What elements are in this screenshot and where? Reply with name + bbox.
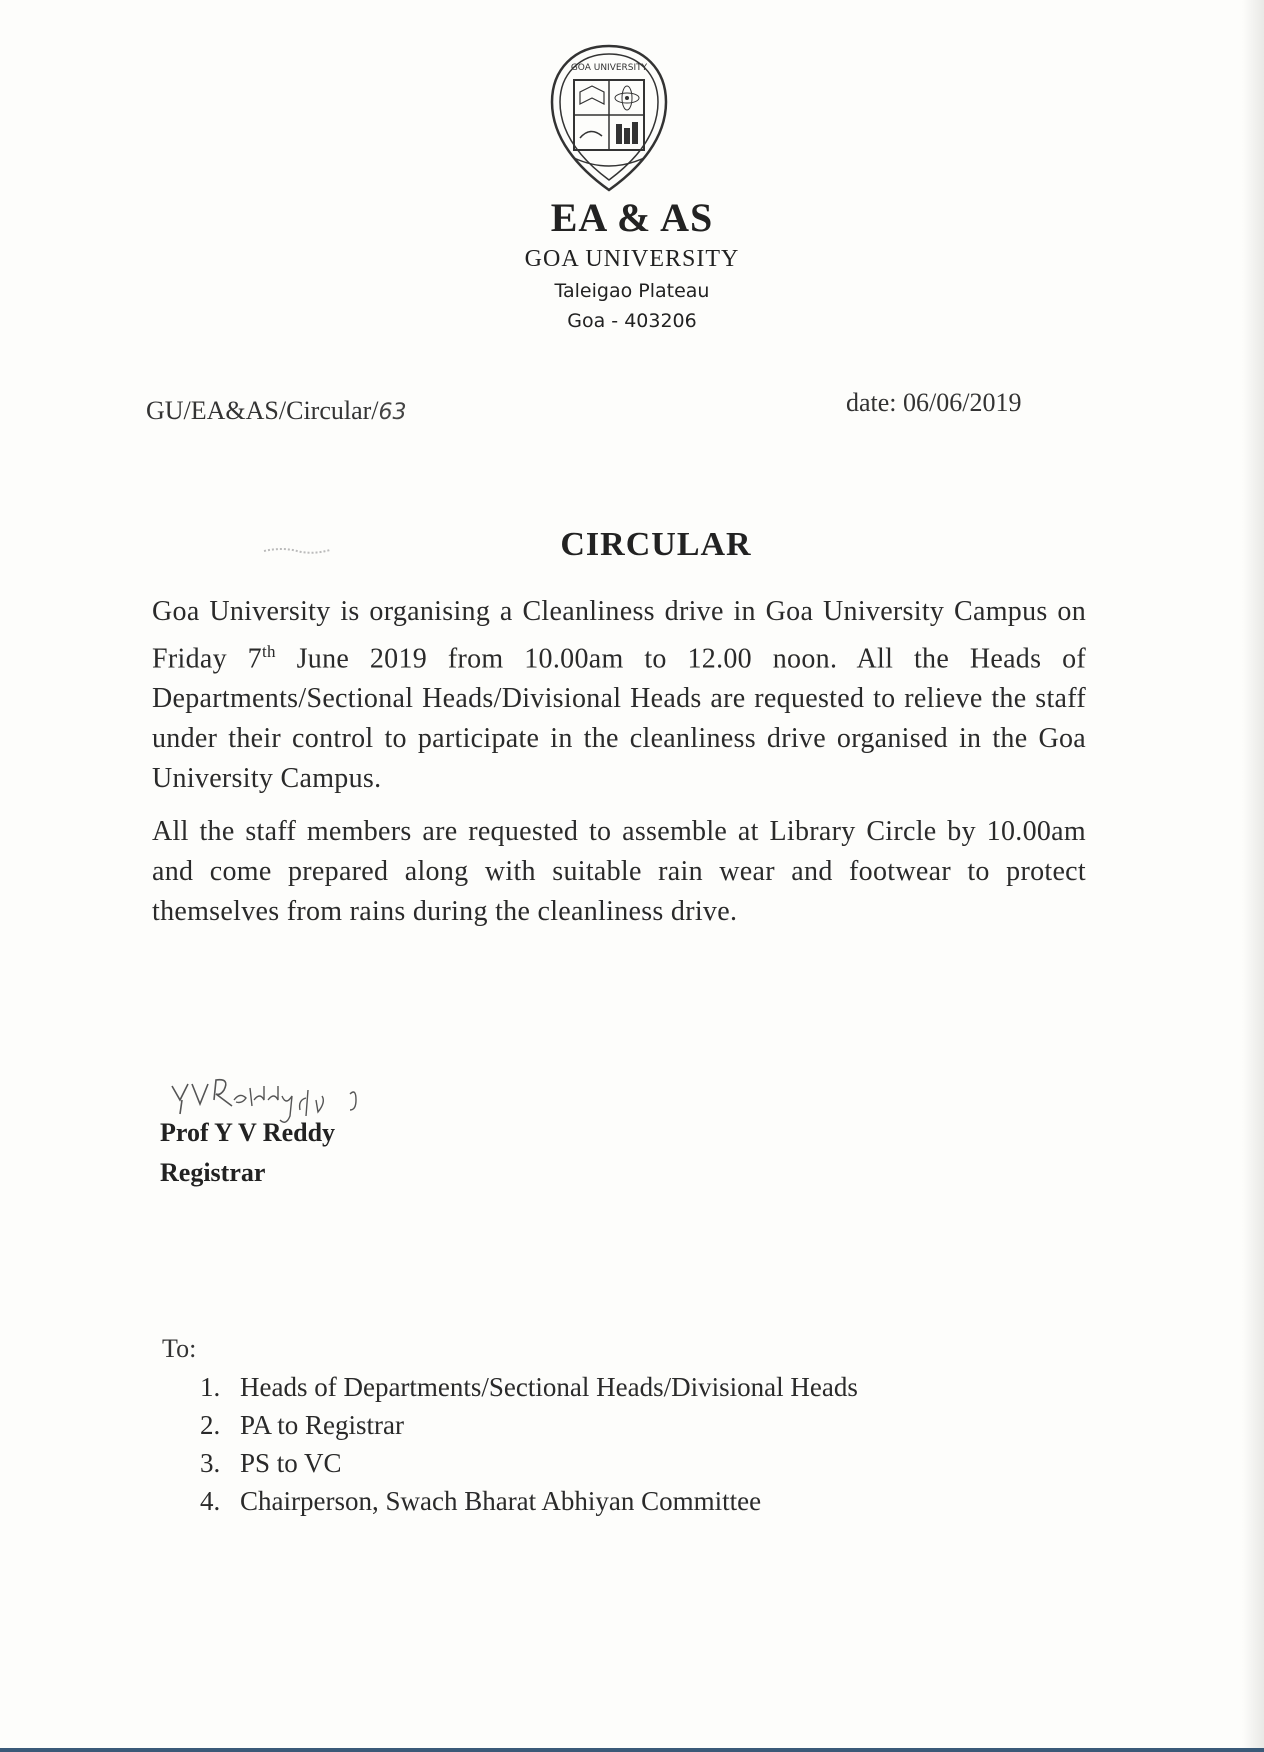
list-item-number: 1. xyxy=(200,1372,221,1402)
university-seal-logo xyxy=(544,40,674,200)
list-item-number: 3. xyxy=(200,1448,221,1478)
list-item xyxy=(200,1444,858,1482)
para1-text-b: June 2019 from 10.00am to 12.00 noon. All the Heads of Departments/Sectional Heads/Divisional Heads are requested to relieve the staff under their control to participate in the cleanliness drive organised in the Goa University Campus. xyxy=(152,643,1086,795)
list-item xyxy=(200,1368,858,1406)
office-abbreviation: EA & AS xyxy=(550,195,714,240)
scan-bottom-edge xyxy=(0,1748,1264,1752)
para1-superscript: th xyxy=(261,642,276,661)
list-item-text: PA to Registrar xyxy=(240,1410,405,1440)
address-line-1: Taleigao Plateau xyxy=(554,280,710,302)
list-item-text: Heads of Departments/Sectional Heads/Divisional Heads xyxy=(240,1372,858,1402)
signer-title: Registrar xyxy=(160,1158,266,1187)
list-item-text: Chairperson, Swach Bharat Abhiyan Committee xyxy=(240,1486,762,1516)
circular-reference xyxy=(146,396,407,426)
recipient-list xyxy=(200,1368,858,1520)
seal-text: GOA UNIVERSITY xyxy=(570,63,648,73)
document-title: CIRCULAR xyxy=(560,526,752,563)
list-item xyxy=(200,1482,858,1520)
signer-name: Prof Y V Reddy xyxy=(160,1118,336,1147)
body-paragraph-2: All the staff members are requested to assemble at Library Circle by 10.00am and come prepared along with suitable rain wear and footwear to protect themselves from rains during the cleanliness drive. xyxy=(152,816,1086,927)
address-line-2: Goa - 403206 xyxy=(567,310,697,332)
list-item-number: 4. xyxy=(200,1486,221,1516)
university-name: GOA UNIVERSITY xyxy=(524,246,740,272)
list-item-text: PS to VC xyxy=(240,1448,342,1478)
reference-prefix: GU/EA&AS/Circular/ xyxy=(146,396,379,425)
list-item xyxy=(200,1406,858,1444)
para1-text-a: Goa University is organising a Cleanliness drive in Goa University Campus on Friday 7 xyxy=(152,596,1086,675)
circular-date: date: 06/06/2019 xyxy=(846,388,1022,417)
body-paragraph-1 xyxy=(152,592,1086,799)
distribution-label: To: xyxy=(162,1334,197,1363)
reference-number-handwritten: 63 xyxy=(378,400,407,425)
list-item-number: 2. xyxy=(200,1410,221,1440)
